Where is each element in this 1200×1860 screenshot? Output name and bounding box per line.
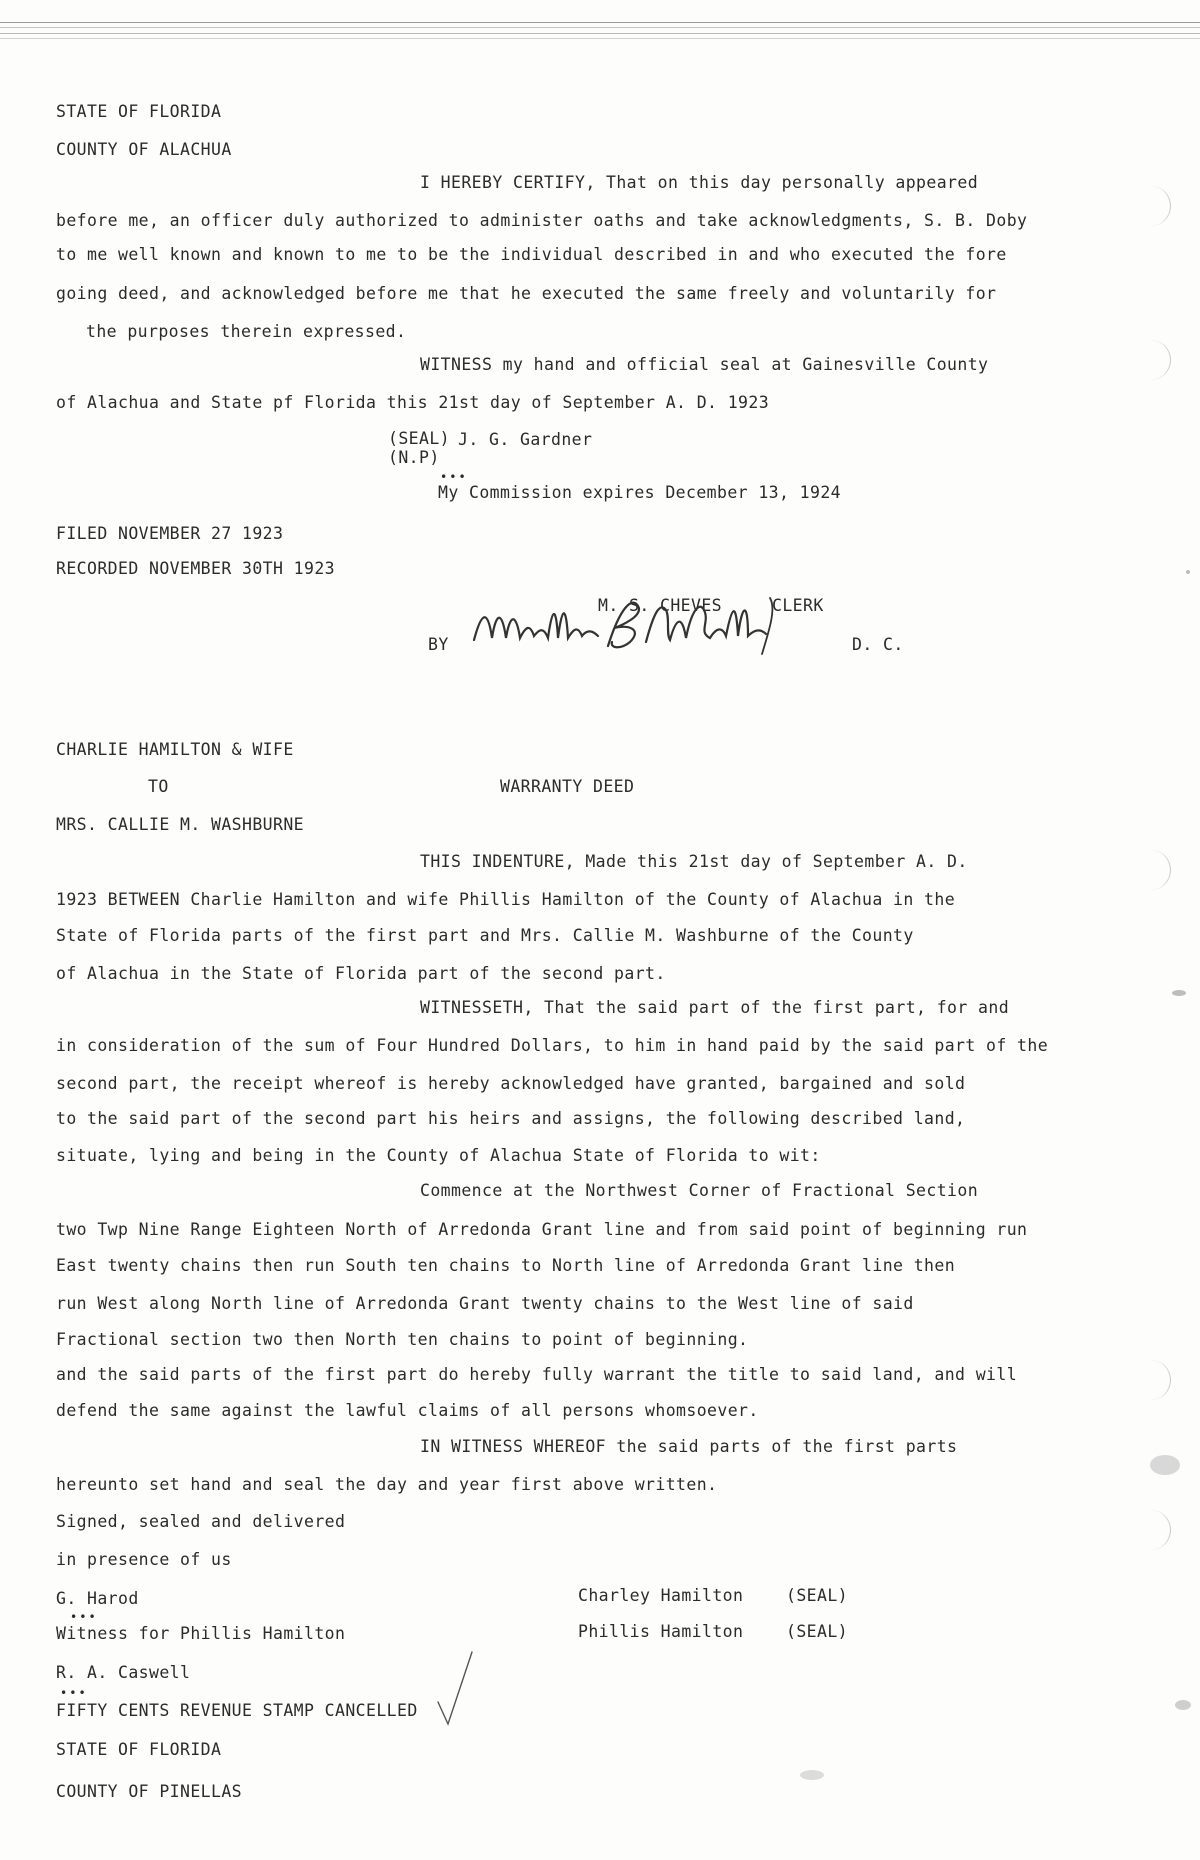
- deed-body-line: of Alachua in the State of Florida part of the second part.: [56, 964, 666, 983]
- attestation-line: in presence of us: [56, 1550, 232, 1569]
- filed-date: FILED NOVEMBER 27 1923: [56, 524, 284, 543]
- notary-title: (N.P): [388, 448, 440, 467]
- deed-body-line: THIS INDENTURE, Made this 21st day of September A. D.: [420, 852, 968, 871]
- certificate-line: WITNESS my hand and official seal at Gainesville County: [420, 355, 989, 374]
- state-heading: STATE OF FLORIDA: [56, 102, 222, 121]
- notary-seal-label: (SEAL): [388, 429, 451, 448]
- land-description-line: Fractional section two then North ten chains to point of beginning.: [56, 1330, 749, 1349]
- paper-speck: [1175, 1700, 1191, 1710]
- deed-title: WARRANTY DEED: [500, 777, 635, 796]
- punch-hole-mark: [1140, 186, 1171, 226]
- recorded-date: RECORDED NOVEMBER 30TH 1923: [56, 559, 336, 578]
- deed-body-line: in consideration of the sum of Four Hundred Dollars, to him in hand paid by the said part of the: [56, 1036, 1049, 1055]
- deed-body-line: to the said part of the second part his heirs and assigns, the following described land,: [56, 1109, 966, 1128]
- warranty-line: and the said parts of the first part do hereby fully warrant the title to said land, and will: [56, 1365, 1018, 1384]
- top-rule: [0, 33, 1200, 34]
- witness-name: R. A. Caswell: [56, 1663, 191, 1682]
- next-state-heading: STATE OF FLORIDA: [56, 1740, 222, 1759]
- next-county-heading: COUNTY OF PINELLAS: [56, 1782, 243, 1801]
- commission-expiry: My Commission expires December 13, 1924: [438, 483, 842, 502]
- notary-name: J. G. Gardner: [458, 430, 593, 449]
- certificate-line: the purposes therein expressed.: [86, 322, 407, 341]
- certificate-line: of Alachua and State pf Florida this 21st day of September A. D. 1923: [56, 393, 770, 412]
- handwritten-signature: [470, 588, 820, 658]
- paper-speck: [1150, 1455, 1180, 1475]
- land-description-line: Commence at the Northwest Corner of Fractional Section: [420, 1181, 979, 1200]
- signer-name: Phillis Hamilton: [578, 1622, 744, 1641]
- punch-hole-mark: [1140, 340, 1171, 380]
- witness-name: G. Harod: [56, 1589, 139, 1608]
- ellipsis-mark: •••: [60, 1686, 88, 1700]
- ellipsis-mark: •••: [440, 470, 468, 484]
- check-mark: [436, 1650, 476, 1726]
- signer-seal: (SEAL): [786, 1622, 849, 1641]
- by-label: BY: [428, 635, 449, 654]
- certificate-line: I HEREBY CERTIFY, That on this day personally appeared: [420, 173, 979, 192]
- to-label: TO: [148, 777, 169, 796]
- testimonium-line: hereunto set hand and seal the day and year first above written.: [56, 1475, 718, 1494]
- clerk-title: CLERK: [772, 596, 824, 615]
- testimonium-line: IN WITNESS WHEREOF the said parts of the first parts: [420, 1437, 958, 1456]
- signer-seal: (SEAL): [786, 1586, 849, 1605]
- clerk-name: M. S. CHEVES: [598, 596, 723, 615]
- certificate-line: to me well known and known to me to be the individual described in and who executed the fore: [56, 245, 1007, 264]
- paper-speck: [1172, 990, 1186, 996]
- land-description-line: East twenty chains then run South ten chains to North line of Arredonda Grant line then: [56, 1256, 956, 1275]
- land-description-line: two Twp Nine Range Eighteen North of Arredonda Grant line and from said point of beginning run: [56, 1220, 1028, 1239]
- grantee-name: MRS. CALLIE M. WASHBURNE: [56, 815, 305, 834]
- deed-body-line: State of Florida parts of the first part and Mrs. Callie M. Washburne of the County: [56, 926, 914, 945]
- paper-speck: [800, 1770, 824, 1780]
- signer-name: Charley Hamilton: [578, 1586, 744, 1605]
- top-rule: [0, 27, 1200, 28]
- deed-body-line: second part, the receipt whereof is hereby acknowledged have granted, bargained and sold: [56, 1074, 966, 1093]
- punch-hole-mark: [1140, 1510, 1171, 1550]
- warranty-line: defend the same against the lawful claims of all persons whomsoever.: [56, 1401, 759, 1420]
- deed-body-line: situate, lying and being in the County of Alachua State of Florida to wit:: [56, 1146, 821, 1165]
- land-description-line: run West along North line of Arredonda Grant twenty chains to the West line of said: [56, 1294, 914, 1313]
- certificate-line: before me, an officer duly authorized to administer oaths and take acknowledgments, S. B. Doby: [56, 211, 1028, 230]
- certificate-line: going deed, and acknowledged before me that he executed the same freely and voluntarily for: [56, 284, 997, 303]
- grantor-name: CHARLIE HAMILTON & WIFE: [56, 740, 294, 759]
- top-rule: [0, 22, 1200, 23]
- county-heading: COUNTY OF ALACHUA: [56, 140, 232, 159]
- punch-hole-mark: [1140, 1360, 1171, 1400]
- top-rule: [0, 38, 1200, 39]
- revenue-stamp-note: FIFTY CENTS REVENUE STAMP CANCELLED: [56, 1701, 418, 1720]
- attestation-line: Signed, sealed and delivered: [56, 1512, 346, 1531]
- deed-body-line: WITNESSETH, That the said part of the first part, for and: [420, 998, 1010, 1017]
- witness-note: Witness for Phillis Hamilton: [56, 1624, 346, 1643]
- ellipsis-mark: •••: [70, 1610, 98, 1624]
- paper-speck: [1186, 570, 1190, 574]
- punch-hole-mark: [1140, 850, 1171, 890]
- deputy-clerk-label: D. C.: [852, 635, 904, 654]
- deed-body-line: 1923 BETWEEN Charlie Hamilton and wife Phillis Hamilton of the County of Alachua in the: [56, 890, 956, 909]
